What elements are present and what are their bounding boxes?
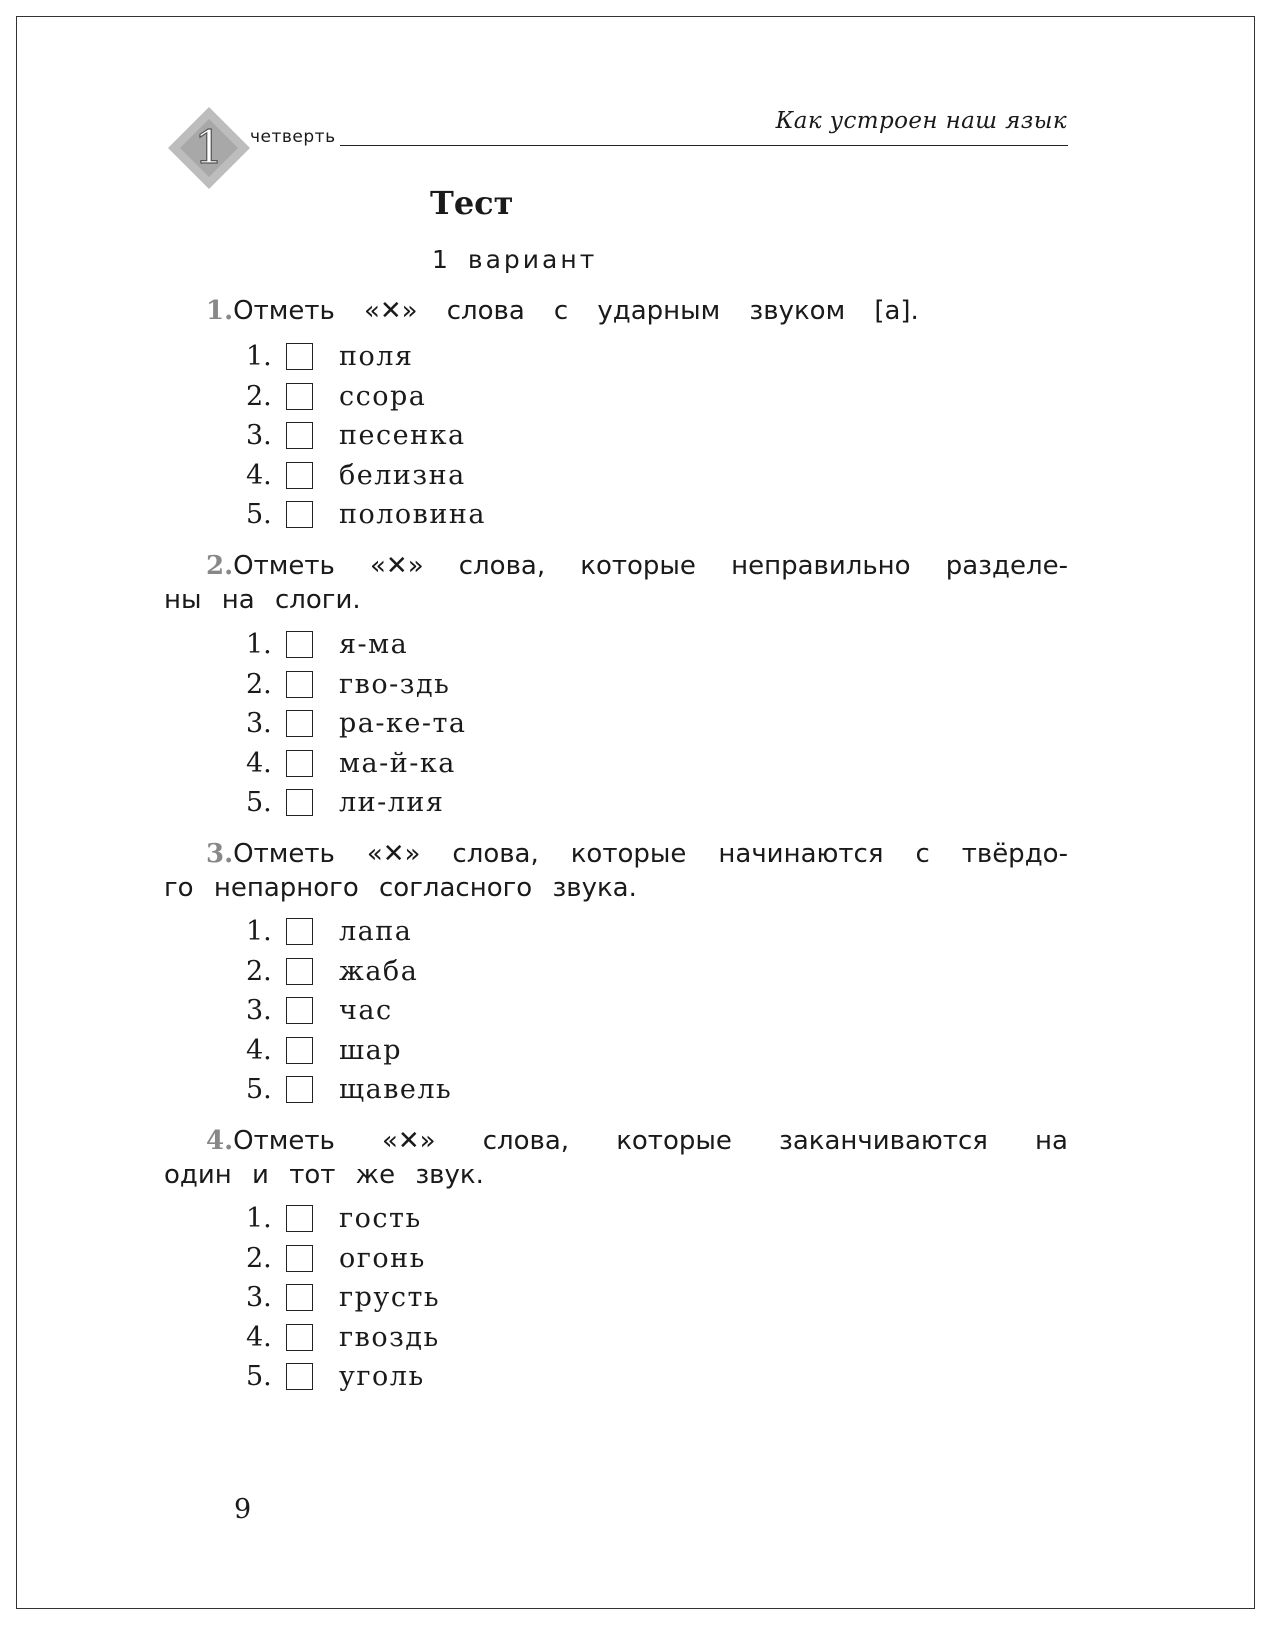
options-list — [246, 337, 486, 535]
option-item: 5. уголь — [246, 1361, 425, 1393]
answer-checkbox[interactable] — [286, 1037, 313, 1064]
answer-checkbox[interactable] — [286, 383, 313, 410]
answer-checkbox[interactable] — [286, 631, 313, 658]
option-word: ли-лия — [339, 787, 445, 819]
answer-checkbox[interactable] — [286, 997, 313, 1024]
option-item: 3. час — [246, 995, 393, 1027]
option-item: 2. огонь — [246, 1242, 426, 1274]
diamond-icon — [166, 105, 252, 191]
page-border — [16, 16, 1255, 1609]
question-prompt: 1.Отметь «✕» слова с ударным звуком [а]. — [206, 296, 919, 326]
option-item: 1. поля — [246, 341, 414, 373]
option-word: щавель — [339, 1074, 453, 1106]
page-title: Тест — [430, 184, 514, 222]
option-item: 3. ра-ке-та — [246, 708, 467, 740]
question-3 — [164, 837, 1068, 905]
option-item: 2. жаба — [246, 955, 419, 987]
question-prompt-continued: один и тот же звук. — [164, 1160, 484, 1190]
option-item: 2. гво-здь — [246, 668, 451, 700]
answer-checkbox[interactable] — [286, 1363, 313, 1390]
question-prompt-continued: ны на слоги. — [164, 585, 361, 615]
option-word: половина — [339, 499, 486, 531]
option-word: час — [339, 995, 393, 1027]
option-word: жаба — [339, 955, 419, 987]
variant-label: 1 вариант — [432, 245, 598, 274]
answer-checkbox[interactable] — [286, 958, 313, 985]
answer-checkbox[interactable] — [286, 422, 313, 449]
option-word: ма-й-ка — [339, 747, 456, 779]
quarter-label: четверть — [250, 127, 336, 147]
option-item: 5. половина — [246, 499, 486, 531]
answer-checkbox[interactable] — [286, 1076, 313, 1103]
quarter-number: 1 — [194, 120, 224, 174]
option-word: ссора — [339, 380, 427, 412]
question-2 — [164, 549, 1068, 617]
option-item: 1. я-ма — [246, 629, 409, 661]
answer-checkbox[interactable] — [286, 710, 313, 737]
question-number: 1. — [206, 296, 234, 326]
question-number: 4. — [206, 1126, 234, 1156]
answer-checkbox[interactable] — [286, 789, 313, 816]
answer-checkbox[interactable] — [286, 1324, 313, 1351]
option-word: ра-ке-та — [339, 708, 467, 740]
answer-checkbox[interactable] — [286, 1205, 313, 1232]
question-prompt-continued: го непарного согласного звука. — [164, 873, 637, 903]
question-prompt: 3.Отметь «✕» слова, которые начинаются с твёрдо- — [206, 839, 1068, 869]
options-list — [246, 1199, 440, 1397]
option-word: я-ма — [339, 629, 409, 661]
option-item: 4. ма-й-ка — [246, 747, 456, 779]
question-prompt: 4.Отметь «✕» слова, которые заканчиваются на — [206, 1126, 1068, 1156]
option-word: поля — [339, 341, 414, 373]
page-number: 9 — [234, 1494, 252, 1525]
question-number: 3. — [206, 839, 234, 869]
option-item: 1. гость — [246, 1203, 422, 1235]
option-item: 3. грусть — [246, 1282, 441, 1314]
option-item: 2. ссора — [246, 380, 427, 412]
option-item: 4. гвоздь — [246, 1321, 440, 1353]
header-rule — [340, 145, 1068, 146]
option-word: гвоздь — [339, 1321, 440, 1353]
option-item: 3. песенка — [246, 420, 466, 452]
answer-checkbox[interactable] — [286, 462, 313, 489]
option-word: лапа — [339, 916, 413, 948]
answer-checkbox[interactable] — [286, 750, 313, 777]
option-word: белизна — [339, 459, 466, 491]
answer-checkbox[interactable] — [286, 918, 313, 945]
running-title: Как устроен наш язык — [775, 108, 1067, 134]
option-item: 4. шар — [246, 1034, 402, 1066]
answer-checkbox[interactable] — [286, 1284, 313, 1311]
option-item: 5. щавель — [246, 1074, 453, 1106]
option-word: песенка — [339, 420, 466, 452]
option-word: шар — [339, 1034, 402, 1066]
option-item: 1. лапа — [246, 916, 413, 948]
option-word: гость — [339, 1203, 422, 1235]
option-word: гво-здь — [339, 668, 451, 700]
question-number: 2. — [206, 551, 234, 581]
options-list — [246, 625, 467, 823]
answer-checkbox[interactable] — [286, 343, 313, 370]
answer-checkbox[interactable] — [286, 671, 313, 698]
option-word: огонь — [339, 1242, 426, 1274]
question-1 — [164, 294, 1068, 328]
options-list — [246, 912, 452, 1110]
option-word: грусть — [339, 1282, 441, 1314]
answer-checkbox[interactable] — [286, 501, 313, 528]
option-word: уголь — [339, 1361, 425, 1393]
option-item: 4. белизна — [246, 459, 466, 491]
answer-checkbox[interactable] — [286, 1245, 313, 1272]
question-prompt: 2.Отметь «✕» слова, которые неправильно разделе- — [206, 551, 1068, 581]
quarter-badge — [166, 105, 252, 191]
question-4 — [164, 1124, 1068, 1192]
option-item: 5. ли-лия — [246, 787, 445, 819]
